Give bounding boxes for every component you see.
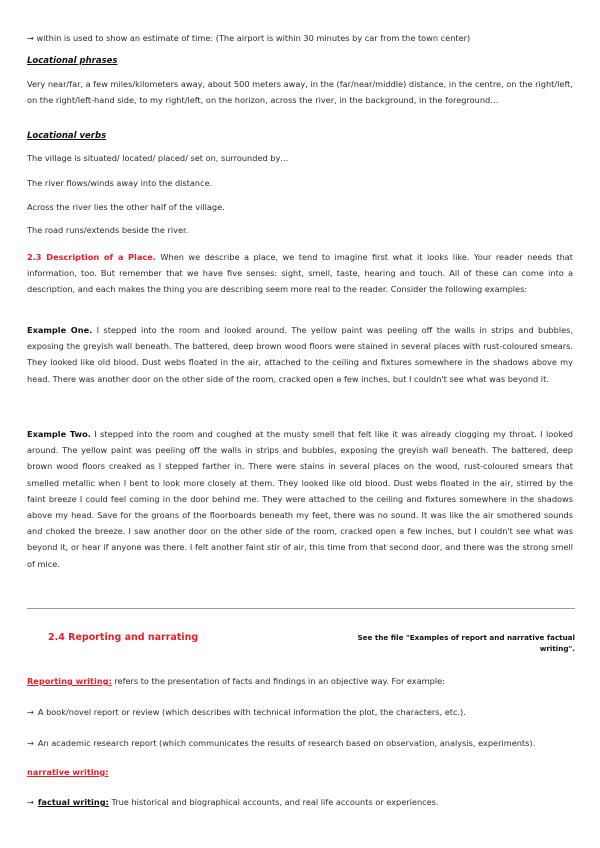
arrow-icon: → bbox=[27, 707, 34, 717]
arrow-icon: → bbox=[27, 797, 34, 807]
locational-verb-example: The river flows/winds away into the distance. bbox=[27, 178, 213, 188]
locational-verb-example: The village is situated/ located/ placed/ set on, surrounded by… bbox=[27, 153, 289, 163]
reporting-writing-text: refers to the presentation of facts and findings in an objective way. For example: bbox=[114, 676, 445, 686]
reporting-item-text: An academic research report (which communicates the results of research based on observation, analysis, experiments). bbox=[37, 738, 536, 748]
locational-phrases-text: Very near/far, a few miles/kilometers away, about 500 meters away, in the (far/near/middle) distance, in the centre, on the right/left, on the right/left-hand side, to my right/left, on the horizon, across the river, in the background, in the foreground… bbox=[27, 79, 573, 106]
example-one-label: Example One. bbox=[27, 325, 93, 335]
factual-writing-text: True historical and biographical accounts, and real life accounts or experiences. bbox=[111, 797, 439, 807]
section-2-3-paragraph bbox=[27, 249, 573, 298]
section-2-3-text: When we describe a place, we tend to imagine first what it looks like. Your reader needs that information, too. But remember that we have five senses: sight, smell, taste, hearing and touch. All of these can come into a description, and each makes the thing you are describing seem more real to the reader. Consider the following examples: bbox=[27, 252, 574, 295]
reporting-item bbox=[27, 737, 575, 749]
arrow-icon: → bbox=[27, 738, 34, 748]
section-2-3-title: 2.3 Description of a Place. bbox=[27, 252, 156, 262]
narrative-writing-line bbox=[27, 766, 575, 778]
reporting-writing-label: Reporting writing: bbox=[27, 676, 112, 686]
example-one-paragraph bbox=[27, 322, 573, 387]
example-two-label: Example Two. bbox=[27, 429, 91, 439]
locational-verbs-heading: Locational verbs bbox=[27, 131, 107, 141]
section-2-4-title: 2.4 Reporting and narrating bbox=[48, 632, 199, 643]
intro-line: → within is used to show an estimate of time: (The airport is within 30 minutes by car from the town center) bbox=[27, 33, 471, 43]
locational-verb-example: Across the river lies the other half of the village. bbox=[27, 202, 225, 212]
locational-verb-example: The road runs/extends beside the river. bbox=[27, 225, 189, 235]
narrative-writing-label: narrative writing: bbox=[27, 767, 109, 777]
example-one-text: I stepped into the room and looked around. The yellow paint was peeling off the walls in strips and bubbles, exposing the greyish wall beneath. The battered, deep brown wood floors were stained in several places with rust-coloured smears. They looked like old blood. Dust webs floated in the air, attached to the ceiling and fixtures somewhere in the shadows above my head. There was another door on the other side of the room, cracked open a few inches, but I couldn't see what was beyond it. bbox=[27, 325, 573, 384]
example-two-text: I stepped into the room and coughed at the musty smell that felt like it was already clogging my throat. I looked around. The yellow paint was peeling off the walls in strips and bubbles, exposing the greyish wall beneath. The battered, deep brown wood floors creaked as I stepped farther in. There were stains in several places on the wood, rust-coloured smears that smelled metallic when I bent to look more closely at them. They looked like old blood. Dust webs floated in the air, stirred by the faint breeze I could feel coming in the door behind me. They were attached to the ceiling and fixtures somewhere in the shadows above my head. Save for the groans of the floorboards beneath my feet, there was no sound. It was like the air smothered sounds and choked the breeze. I saw another door on the other side of the room, cracked open a few inches, but I couldn't see what was beyond it, or hear if anyone was there. I felt another faint stir of air, this time from that second door, and there was the strong smell of mice. bbox=[27, 429, 573, 569]
factual-writing-label: factual writing: bbox=[37, 797, 109, 807]
narrative-item bbox=[27, 796, 575, 808]
see-file-note: See the file "Examples of report and narrative factual writing". bbox=[357, 633, 575, 653]
reporting-item-text: A book/novel report or review (which describes with technical information the plot, the characters, etc.). bbox=[37, 707, 466, 717]
reporting-writing-line bbox=[27, 675, 575, 687]
example-two-paragraph bbox=[27, 426, 573, 572]
reporting-item bbox=[27, 706, 575, 718]
section-divider bbox=[27, 608, 575, 609]
locational-phrases-heading: Locational phrases bbox=[27, 56, 118, 66]
